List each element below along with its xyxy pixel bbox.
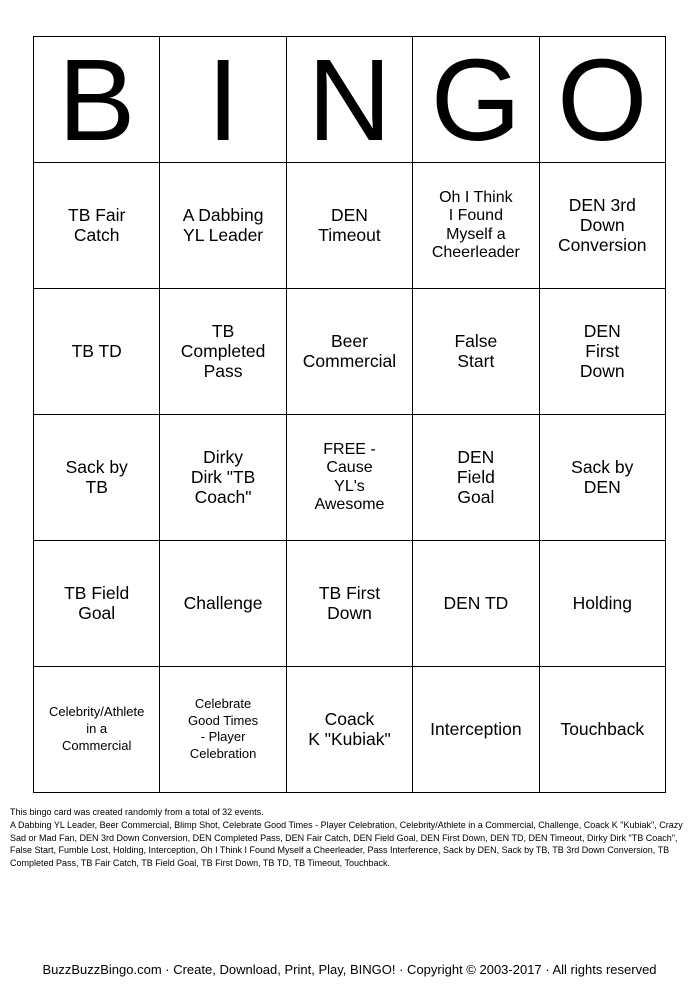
bingo-cell: DEN TD xyxy=(413,541,539,667)
bingo-letter-i: I xyxy=(160,37,286,163)
bingo-cell: TB First Down xyxy=(286,541,412,667)
bingo-row-4 xyxy=(34,541,666,667)
bingo-row-5 xyxy=(34,667,666,793)
bingo-cell: DEN 3rd Down Conversion xyxy=(539,163,665,289)
event-count-summary: This bingo card was created randomly from a total of 32 events. xyxy=(10,807,264,817)
bingo-letter-g: G xyxy=(413,37,539,163)
bingo-cell: DEN Timeout xyxy=(286,163,412,289)
bingo-cell: Celebrity/Athlete in a Commercial xyxy=(34,667,160,793)
bingo-letter-n: N xyxy=(286,37,412,163)
bingo-cell: TB TD xyxy=(34,289,160,415)
bingo-cell: Dirky Dirk "TB Coach" xyxy=(160,415,286,541)
bingo-letter-b: B xyxy=(34,37,160,163)
copyright-footer: BuzzBuzzBingo.com · Create, Download, Print, Play, BINGO! · Copyright © 2003-2017 · All rights reserved xyxy=(42,962,657,977)
bingo-cell: Celebrate Good Times - Player Celebration xyxy=(160,667,286,793)
bingo-cell: DEN Field Goal xyxy=(413,415,539,541)
bingo-row-2 xyxy=(34,289,666,415)
bingo-cell: False Start xyxy=(413,289,539,415)
bingo-card xyxy=(33,36,666,793)
bingo-cell: Sack by TB xyxy=(34,415,160,541)
bingo-cell: Holding xyxy=(539,541,665,667)
bingo-cell: Beer Commercial xyxy=(286,289,412,415)
bingo-free-cell: FREE - Cause YL's Awesome xyxy=(286,415,412,541)
bingo-cell: TB Field Goal xyxy=(34,541,160,667)
bingo-cell: Challenge xyxy=(160,541,286,667)
bingo-cell: Touchback xyxy=(539,667,665,793)
bingo-cell: Oh I Think I Found Myself a Cheerleader xyxy=(413,163,539,289)
bingo-cell: A Dabbing YL Leader xyxy=(160,163,286,289)
bingo-cell: Sack by DEN xyxy=(539,415,665,541)
bingo-cell: Coack K "Kubiak" xyxy=(286,667,412,793)
bingo-cell: Interception xyxy=(413,667,539,793)
event-list: A Dabbing YL Leader, Beer Commercial, Blimp Shot, Celebrate Good Times - Player Celebration, Celebrity/Athlete in a Commercial, Challenge, Coack K "Kubiak", Crazy Sad or Mad Fan, DEN 3rd Down Conversion, DEN Completed Pass, DEN Fair Catch, DEN Field Goal, DEN First Down, DEN TD, DEN Timeout, Dirky Dirk "TB Coach", False Start, Fumble Lost, Holding, Interception, Oh I Think I Found Myself a Cheerleader, Pass Interference, Sack by DEN, Sack by TB, TB 3rd Down Conversion, TB Completed Pass, TB Fair Catch, TB Field Goal, TB First Down, TB TD, TB Timeout, Touchback. xyxy=(10,819,683,869)
bingo-row-3 xyxy=(34,415,666,541)
bingo-cell: TB Fair Catch xyxy=(34,163,160,289)
bingo-row-1 xyxy=(34,163,666,289)
bingo-cell: TB Completed Pass xyxy=(160,289,286,415)
event-list-note xyxy=(10,806,690,870)
bingo-cell: DEN First Down xyxy=(539,289,665,415)
bingo-letter-o: O xyxy=(539,37,665,163)
bingo-header-row xyxy=(34,37,666,163)
